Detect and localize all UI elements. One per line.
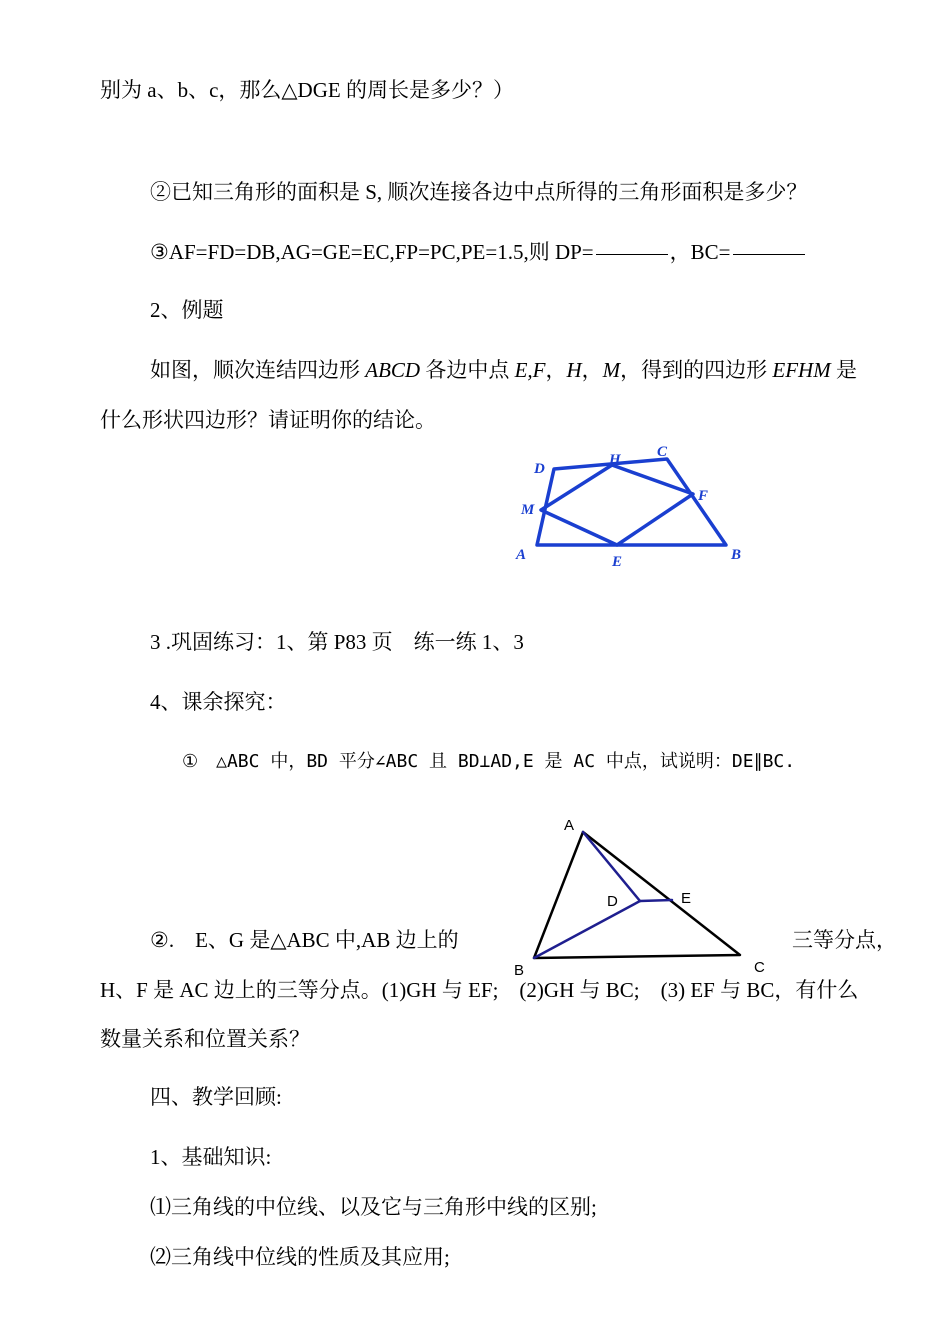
practice-line	[150, 628, 524, 656]
basic-item-2	[150, 1243, 450, 1271]
label-d: D	[534, 461, 545, 477]
text-p3-mid: ，BC=	[669, 240, 731, 264]
text-p2: ②已知三角形的面积是 S, 顺次连接各边中点所得的三角形面积是多少？	[150, 180, 808, 204]
example-text: 如图，顺次连结四边形	[150, 358, 366, 382]
paragraph-perimeter-question	[100, 76, 514, 104]
text-heading-example: 2、例题	[150, 298, 224, 322]
example-points-ef: E,F	[514, 358, 546, 382]
explore-item-2-left	[150, 926, 459, 954]
paragraph-fill-blank	[150, 238, 807, 266]
label-h: H	[609, 452, 621, 468]
explore-item-2-line-3	[100, 1025, 310, 1053]
basic-heading	[150, 1143, 271, 1171]
label-tri-a: A	[564, 817, 575, 834]
example-quad-efhm: EFHM	[772, 358, 831, 382]
quadrilateral-efhm	[541, 465, 693, 545]
text-practice: 3 .巩固练习：1、第 P83 页 练一练 1、3	[150, 630, 524, 654]
text-explore-2-right: 三等分点，	[792, 928, 897, 952]
label-e: E	[612, 554, 623, 570]
triangle-abc	[534, 832, 740, 958]
label-c: C	[657, 444, 668, 460]
label-tri-d: D	[607, 893, 618, 910]
text-p3-prefix: ③AF=FD=DB,AG=GE=EC,FP=PC,PE=1.5,则 DP=	[150, 240, 594, 264]
paragraph-area-question	[150, 178, 807, 206]
example-text: 各边中点	[420, 358, 515, 382]
segment-ad	[583, 832, 640, 901]
answer-blank-dp	[596, 254, 668, 255]
heading-example	[150, 296, 224, 324]
text-p1: 别为 a、b、c，那么△DGE 的周长是多少？）	[100, 78, 514, 102]
example-text: ，得到的四边形	[620, 358, 773, 382]
explore-item-2-line-2	[100, 976, 858, 1004]
example-text: 是	[830, 358, 857, 382]
label-m: M	[521, 502, 535, 518]
text-basic-1: ⑴三角线的中位线、以及它与三角形中线的区别;	[150, 1195, 597, 1219]
label-b: B	[731, 547, 742, 563]
label-a: A	[516, 547, 527, 563]
example-line-1	[150, 356, 857, 384]
text-basic-heading: 1、基础知识:	[150, 1145, 272, 1169]
label-tri-b: B	[514, 962, 525, 979]
example-line-2	[100, 406, 436, 434]
label-tri-e: E	[681, 890, 692, 907]
explore-item-1	[182, 748, 795, 776]
review-heading	[150, 1083, 282, 1111]
quadrilateral-abcd	[537, 459, 726, 545]
text-basic-2: ⑵三角线中位线的性质及其应用;	[150, 1245, 450, 1269]
example-text: ，	[545, 358, 567, 382]
explore-heading	[150, 688, 287, 716]
basic-item-1	[150, 1193, 597, 1221]
example-text-l2: 什么形状四边形？请证明你的结论。	[100, 408, 436, 432]
example-quad-name: ABCD	[365, 358, 421, 382]
text-explore-2-l3: 数量关系和位置关系？	[100, 1027, 310, 1051]
text-explore-1: ① △ABC 中，BD 平分∠ABC 且 BD⊥AD,E 是 AC 中点，试说明：DE∥BC.	[182, 751, 796, 772]
text-review-heading: 四、教学回顾:	[150, 1085, 282, 1109]
segment-bd	[534, 901, 640, 958]
example-text: ，	[581, 358, 603, 382]
text-explore-2-l2: H、F 是 AC 边上的三等分点。(1)GH 与 EF; (2)GH 与 BC; (3) EF 与 BC，有什么	[100, 978, 859, 1002]
example-point-m: M	[602, 358, 621, 382]
segment-de	[640, 900, 672, 901]
example-point-h: H	[566, 358, 582, 382]
explore-item-2-right	[792, 926, 897, 954]
label-f: F	[698, 488, 709, 504]
label-tri-c: C	[754, 959, 765, 976]
text-explore-heading: 4、课余探究：	[150, 690, 287, 714]
text-explore-2-left: ②. E、G 是△ABC 中,AB 边上的	[150, 928, 459, 952]
answer-blank-bc	[733, 254, 805, 255]
